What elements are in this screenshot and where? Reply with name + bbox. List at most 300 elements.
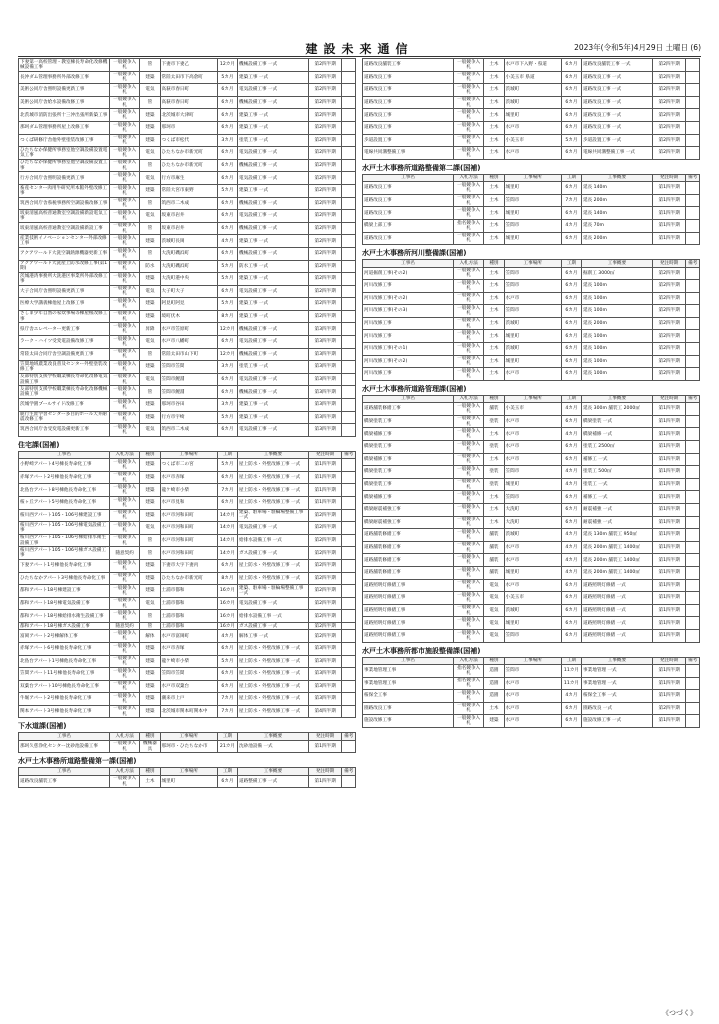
table-cell	[686, 428, 700, 441]
table-cell: 第1四半期	[652, 403, 686, 416]
table-cell: 一般競争入札	[453, 516, 483, 529]
table-cell: 土木	[484, 207, 504, 220]
table-cell: 橋梁補修 一式	[582, 428, 653, 441]
column-header: 工事場所	[160, 733, 217, 740]
column-header: 工事名	[19, 768, 110, 775]
table-cell: 第2四半期	[308, 121, 342, 134]
table-cell	[342, 310, 356, 323]
table-cell: 建築	[140, 184, 160, 197]
table-cell: 塗装工 500㎡	[582, 466, 653, 479]
tender-table	[362, 58, 700, 160]
table-cell: 笠間市	[504, 466, 561, 479]
table-cell: 一般競争入札	[453, 280, 483, 293]
table-cell: 第2四半期	[308, 84, 342, 97]
table-row	[19, 336, 356, 349]
table-cell: 水戸市	[504, 428, 561, 441]
table-cell: 延長 100m	[582, 368, 653, 381]
table-cell: 6カ月	[217, 386, 237, 399]
table-cell: 潮来市上戸	[160, 693, 217, 706]
table-cell: 4カ月	[561, 554, 581, 567]
table-cell: 給排水設備工事 一式	[238, 534, 309, 547]
table-cell: 6カ月	[217, 496, 237, 509]
table-cell: 6カ月	[561, 453, 581, 466]
table-row	[19, 348, 356, 361]
table-cell: 一般競争入札	[109, 373, 139, 386]
table-cell: 河川改修工事	[363, 368, 454, 381]
table-cell: 一般競争入札	[453, 617, 483, 630]
table-cell: 一般競争入札	[453, 466, 483, 479]
table-cell	[342, 705, 356, 718]
table-row	[19, 71, 356, 84]
tender-table	[18, 451, 356, 719]
table-cell: 道路改良工事	[363, 182, 454, 195]
table-cell: 建築	[140, 71, 160, 84]
section-title: 水戸土木事務所都市施設整備課(国補)	[362, 646, 481, 655]
table-cell: 第2四半期	[308, 247, 342, 260]
table-cell	[686, 219, 700, 232]
column-header: 工事名	[19, 733, 110, 740]
table-cell: 造園	[484, 677, 504, 690]
table-cell: 一般競争入札	[109, 222, 139, 235]
table-cell: 6カ月	[561, 491, 581, 504]
table-cell: 耐震補強 一式	[582, 516, 653, 529]
table-cell: 第2四半期	[308, 71, 342, 84]
table-cell: 茨城町	[504, 343, 561, 356]
table-row	[19, 361, 356, 374]
table-cell: 建築	[140, 298, 160, 311]
table-cell: 指名競争入札	[453, 664, 483, 677]
table-cell: 12カ月	[217, 323, 237, 336]
table-cell: 道路改良舗装工事	[363, 59, 454, 72]
table-cell: 機械設備工事 一式	[238, 222, 309, 235]
table-row	[19, 693, 356, 706]
table-cell: 一般競争入札	[109, 740, 139, 753]
table-cell: 常陸太田市下高倉町	[160, 71, 217, 84]
table-cell	[342, 411, 356, 424]
table-cell: 一般競争入札	[109, 84, 139, 97]
table-cell: 常陸太田市山下町	[160, 348, 217, 361]
table-cell: 城里町	[504, 355, 561, 368]
table-cell: 機械設備工事 一式	[238, 247, 309, 260]
table-cell	[342, 693, 356, 706]
table-cell: 橋梁塗装工事	[363, 466, 454, 479]
table-cell: 一般競争入札	[453, 343, 483, 356]
table-cell: 一般競争入札	[109, 310, 139, 323]
column-header: 種別	[484, 395, 504, 402]
table-cell: 筑西合同庁舎県税事務所空調設備改修工事	[19, 197, 110, 210]
table-cell: 友部特別支援学校職業棟長寿命化改修電気設備工事	[19, 373, 110, 386]
table-cell: 6カ月	[561, 71, 581, 84]
table-cell: 6カ月	[561, 232, 581, 245]
table-cell	[686, 355, 700, 368]
table-cell: 常陸大宮市東野	[160, 184, 217, 197]
table-row	[363, 441, 700, 454]
table-cell: 第2四半期	[308, 298, 342, 311]
tender-table	[362, 395, 700, 643]
column-header: 入札方法	[453, 657, 483, 664]
table-cell: 水戸市下入野・県道	[504, 59, 561, 72]
table-row	[363, 529, 700, 542]
table-cell: 一般競争入札	[109, 59, 139, 72]
table-cell: 橋梁上部工事	[363, 219, 454, 232]
table-cell: 第3四半期	[308, 655, 342, 668]
column-header: 工事概要	[582, 395, 653, 402]
table-cell: 電気	[484, 617, 504, 630]
table-cell: 橋梁塗装工事	[363, 415, 454, 428]
table-cell: 塗装	[484, 478, 504, 491]
table-cell: 第1四半期	[652, 566, 686, 579]
table-cell	[686, 71, 700, 84]
table-row	[19, 509, 356, 522]
table-cell	[342, 298, 356, 311]
table-cell: 第1四半期	[652, 592, 686, 605]
table-cell: 建築	[140, 361, 160, 374]
table-cell: 園路改良工事	[363, 702, 454, 715]
table-cell: 補修工 一式	[582, 491, 653, 504]
table-cell: 一般競争入札	[453, 368, 483, 381]
table-cell: 一般競争入札	[453, 690, 483, 703]
table-row	[363, 478, 700, 491]
table-row	[19, 386, 356, 399]
table-cell: 第1四半期	[652, 194, 686, 207]
table-cell: 茨城学園プールサイド改修工事	[19, 399, 110, 412]
table-cell	[342, 642, 356, 655]
table-cell: 随意契約	[109, 622, 139, 629]
table-cell: 大洗町磯浜町	[160, 247, 217, 260]
table-cell: 施設改修工事	[363, 715, 454, 728]
table-cell: 延長 300m 舗装工 2000㎡	[582, 403, 653, 416]
table-cell: 関本アパート3号棟他長寿命化工事	[19, 705, 110, 718]
table-row	[19, 572, 356, 585]
table-cell: 6カ月	[217, 559, 237, 572]
table-cell	[686, 292, 700, 305]
table-row	[363, 415, 700, 428]
table-cell: 小野崎アパート4号棟長寿命化工事	[19, 459, 110, 472]
table-cell: 水戸市	[504, 415, 561, 428]
table-cell: 一般競争入札	[109, 534, 139, 547]
table-row	[363, 466, 700, 479]
table-cell: 延長 100m	[582, 305, 653, 318]
table-cell: 第2四半期	[652, 59, 686, 72]
table-row	[19, 298, 356, 311]
table-cell: 一般競争入札	[109, 775, 139, 788]
table-cell: 随意契約	[109, 547, 139, 560]
table-cell: 第1四半期	[652, 629, 686, 642]
table-cell	[686, 677, 700, 690]
table-cell: 延長 200m 舗装工 1400㎡	[582, 566, 653, 579]
table-cell: 第2四半期	[652, 147, 686, 160]
table-cell: 水戸市	[504, 579, 561, 592]
table-row	[363, 71, 700, 84]
table-cell: 茨城町	[504, 96, 561, 109]
table-cell: 6カ月	[561, 503, 581, 516]
table-cell: 第1四半期	[308, 484, 342, 497]
table-cell: 建築工事 一式	[238, 109, 309, 122]
table-cell: 第3四半期	[308, 411, 342, 424]
table-cell: 土木	[484, 355, 504, 368]
table-cell: 土木	[484, 219, 504, 232]
section-title: 水戸土木事務所道路管理課(国補)	[362, 384, 467, 393]
table-cell: 5カ月	[217, 184, 237, 197]
table-cell: 土木	[484, 702, 504, 715]
table-cell: 電気設備工事 一式	[238, 285, 309, 298]
table-cell	[686, 516, 700, 529]
table-cell: 延長 130m 舗装工 950㎡	[582, 529, 653, 542]
table-cell	[342, 235, 356, 248]
table-cell: 塗装工 一式	[582, 478, 653, 491]
column-header: 工事概要	[582, 174, 653, 181]
table-cell: 事業地管理工事	[363, 664, 454, 677]
table-row	[19, 134, 356, 147]
table-cell: 水戸市赤塚	[160, 642, 217, 655]
table-cell: 坂東清風高校普通教室空調設備新設電気工事	[19, 210, 110, 223]
column-header: 工事概要	[238, 451, 309, 458]
table-row	[19, 775, 356, 788]
table-cell: 14カ月	[217, 547, 237, 560]
table-row	[19, 310, 356, 323]
table-cell: 事業地管理 一式	[582, 664, 653, 677]
table-cell: 小美玉市	[504, 403, 561, 416]
table-cell	[686, 134, 700, 147]
table-cell: 6カ月	[561, 292, 581, 305]
table-row	[19, 622, 356, 629]
table-cell: 電気	[140, 522, 160, 535]
table-cell: 一般競争入札	[453, 121, 483, 134]
table-row	[19, 630, 356, 643]
table-cell: 北茨城市関本町関本中	[160, 705, 217, 718]
table-cell: 建築工事 一式	[238, 235, 309, 248]
table-row	[363, 702, 700, 715]
table-row	[363, 207, 700, 220]
table-row	[19, 247, 356, 260]
table-cell: 一般競争入札	[109, 197, 139, 210]
table-cell: 土木	[484, 134, 504, 147]
table-cell: 行方市宇崎	[160, 411, 217, 424]
table-cell: アクアワールド大洗空調熱源機器更新工事	[19, 247, 110, 260]
table-cell: 道路改良工事	[363, 207, 454, 220]
table-cell: 第1四半期	[308, 496, 342, 509]
table-cell: 坂東清風高校普通教室空調設備新設工事	[19, 222, 110, 235]
table-cell: 管	[140, 159, 160, 172]
table-cell	[342, 668, 356, 681]
table-cell: 11カ月	[561, 677, 581, 690]
table-cell: 延長 200m	[582, 317, 653, 330]
table-cell: 道路改良工事 一式	[582, 96, 653, 109]
table-cell: 土木	[484, 292, 504, 305]
table-cell: 一般競争入札	[453, 305, 483, 318]
table-cell	[686, 529, 700, 542]
table-cell: 一般競争入札	[453, 604, 483, 617]
column-header: 発注時期	[652, 395, 686, 402]
table-cell: 塗装	[484, 466, 504, 479]
table-row	[363, 109, 700, 122]
table-cell: 6カ月	[217, 247, 237, 260]
column-header: 工事概要	[238, 733, 309, 740]
table-cell: 14カ月	[217, 534, 237, 547]
table-cell: 管	[140, 622, 160, 629]
table-cell: 一般競争入札	[109, 285, 139, 298]
table-cell: 道路改良工事 一式	[582, 71, 653, 84]
table-cell: 6カ月	[217, 121, 237, 134]
table-cell: 笠間市	[504, 491, 561, 504]
table-cell: 第3四半期	[308, 348, 342, 361]
table-cell: 坂東市岩井	[160, 222, 217, 235]
table-cell: 電気設備工事 一式	[238, 373, 309, 386]
table-cell: 土木	[484, 317, 504, 330]
table-cell: 境町伏木	[160, 310, 217, 323]
table-cell	[342, 572, 356, 585]
table-cell: 耐震補強 一式	[582, 503, 653, 516]
table-cell: 牛堀アパート2号棟他長寿命化工事	[19, 693, 110, 706]
table-cell: 茨城港湾事務所大洗港区事業所外部改修工事	[19, 273, 110, 286]
table-cell: 建築工事 一式	[238, 273, 309, 286]
table-cell	[686, 664, 700, 677]
table-row	[363, 592, 700, 605]
table-cell	[686, 702, 700, 715]
table-cell: 3カ月	[217, 134, 237, 147]
table-cell: 建築	[140, 509, 160, 522]
column-header: 工事概要	[238, 768, 309, 775]
table-cell: 一般競争入札	[109, 134, 139, 147]
table-row	[19, 522, 356, 535]
table-cell: つくば市二の宮	[160, 459, 217, 472]
table-cell: 6カ月	[561, 317, 581, 330]
table-cell: 指名競争入札	[453, 677, 483, 690]
table-cell: 第2四半期	[652, 702, 686, 715]
table-cell: 12カ月	[217, 59, 237, 72]
table-cell: 茨城町	[504, 529, 561, 542]
table-cell: 下妻第一高校管理・教室棟長寿命化改修機械設備工事	[19, 59, 110, 72]
table-cell: 一般競争入札	[453, 403, 483, 416]
table-cell: 一般競争入札	[109, 610, 139, 623]
table-cell: 第1四半期	[308, 459, 342, 472]
table-cell: 電気	[140, 336, 160, 349]
table-cell: 第2四半期	[652, 84, 686, 97]
table-cell: 4カ月	[561, 566, 581, 579]
table-cell: 第2四半期	[308, 522, 342, 535]
table-row	[19, 273, 356, 286]
table-cell	[686, 305, 700, 318]
column-header: 入札方法	[109, 451, 139, 458]
table-cell: 建築	[140, 585, 160, 598]
table-row	[363, 84, 700, 97]
table-cell: 管	[140, 197, 160, 210]
table-row	[363, 715, 700, 728]
table-cell: 道路舗装修繕工事	[363, 403, 454, 416]
tender-table	[362, 657, 700, 728]
table-cell: 解体工事 一式	[238, 630, 309, 643]
table-cell: 建築工事 一式	[238, 184, 309, 197]
column-header: 工事場所	[160, 451, 217, 458]
table-cell: 6カ月	[561, 84, 581, 97]
table-cell: 一般競争入札	[109, 348, 139, 361]
table-row	[19, 172, 356, 185]
table-cell	[686, 617, 700, 630]
table-cell	[686, 267, 700, 280]
table-cell: 第2四半期	[308, 585, 342, 598]
table-cell: ひたちなかアパート3号棟他長寿命化工事	[19, 572, 110, 585]
table-cell: 一般競争入札	[453, 478, 483, 491]
table-row	[19, 610, 356, 623]
table-cell: 水戸市見和	[160, 496, 217, 509]
table-cell: 建築	[140, 273, 160, 286]
table-row	[19, 496, 356, 509]
table-cell: 6カ月	[561, 207, 581, 220]
table-cell: ひたちなか保健所事務室他空調設備設置工事	[19, 159, 110, 172]
table-cell: 電気設備工事 一式	[238, 522, 309, 535]
table-cell: 16カ月	[217, 610, 237, 623]
page-number: (6)	[690, 43, 701, 52]
table-cell: 管	[140, 59, 160, 72]
table-cell: 一般競争入札	[109, 109, 139, 122]
table-cell: 第3四半期	[308, 642, 342, 655]
table-cell: 土浦市都和	[160, 597, 217, 610]
column-header: 工事名	[19, 451, 110, 458]
table-row	[19, 547, 356, 560]
table-cell: 第1四半期	[652, 579, 686, 592]
table-row	[19, 109, 356, 122]
page-header	[18, 40, 701, 56]
table-cell: 行方市麻生	[160, 172, 217, 185]
table-row	[363, 516, 700, 529]
table-row	[19, 399, 356, 412]
table-cell: 土木	[484, 232, 504, 245]
table-cell: 都和アパート18号棟電気設備工事	[19, 597, 110, 610]
table-cell: 一般競争入札	[453, 134, 483, 147]
table-cell: 第1四半期	[652, 690, 686, 703]
table-cell: 建築	[140, 235, 160, 248]
table-cell: 城里町	[504, 207, 561, 220]
table-cell: 橋梁塗装工事	[363, 478, 454, 491]
table-cell: 防水	[140, 260, 160, 273]
table-cell	[686, 194, 700, 207]
table-cell: 筑西市二木成	[160, 424, 217, 437]
table-cell: 4カ月	[561, 466, 581, 479]
table-cell: 一般競争入札	[453, 415, 483, 428]
column-header: 種別	[140, 451, 160, 458]
column-header: 入札方法	[109, 768, 139, 775]
table-cell: 土浦市都和	[160, 610, 217, 623]
table-cell: 機械設備工事 一式	[238, 323, 309, 336]
table-cell: 第2四半期	[308, 109, 342, 122]
table-cell: 笠間アパート11号棟他長寿命化工事	[19, 668, 110, 681]
table-cell: 大子町大子	[160, 285, 217, 298]
table-cell: 河川改修工事(その2)	[363, 292, 454, 305]
column-header: 工事名	[363, 260, 454, 267]
table-row	[19, 147, 356, 160]
table-cell: 6カ月	[561, 267, 581, 280]
table-row	[363, 368, 700, 381]
table-cell: 建築	[140, 693, 160, 706]
table-cell: 屋上防水・外壁改修工事 一式	[238, 572, 309, 585]
table-cell: 6カ月	[561, 96, 581, 109]
table-row	[363, 453, 700, 466]
table-row	[19, 559, 356, 572]
table-cell: 4カ月	[217, 630, 237, 643]
table-cell: 一般競争入札	[453, 453, 483, 466]
table-cell: 道路改良工事 一式	[582, 109, 653, 122]
table-row	[19, 323, 356, 336]
table-cell: 機械設備工事 一式	[238, 197, 309, 210]
table-header-row	[19, 733, 356, 740]
table-cell: 第2四半期	[308, 59, 342, 72]
table-row	[19, 597, 356, 610]
table-cell: 14カ月	[217, 509, 237, 522]
table-cell: 第1四半期	[652, 677, 686, 690]
table-cell: 桜川西アパート105・106号棟給排水衛生設備工事	[19, 534, 110, 547]
table-row	[19, 197, 356, 210]
table-cell: 延長 100m	[582, 343, 653, 356]
